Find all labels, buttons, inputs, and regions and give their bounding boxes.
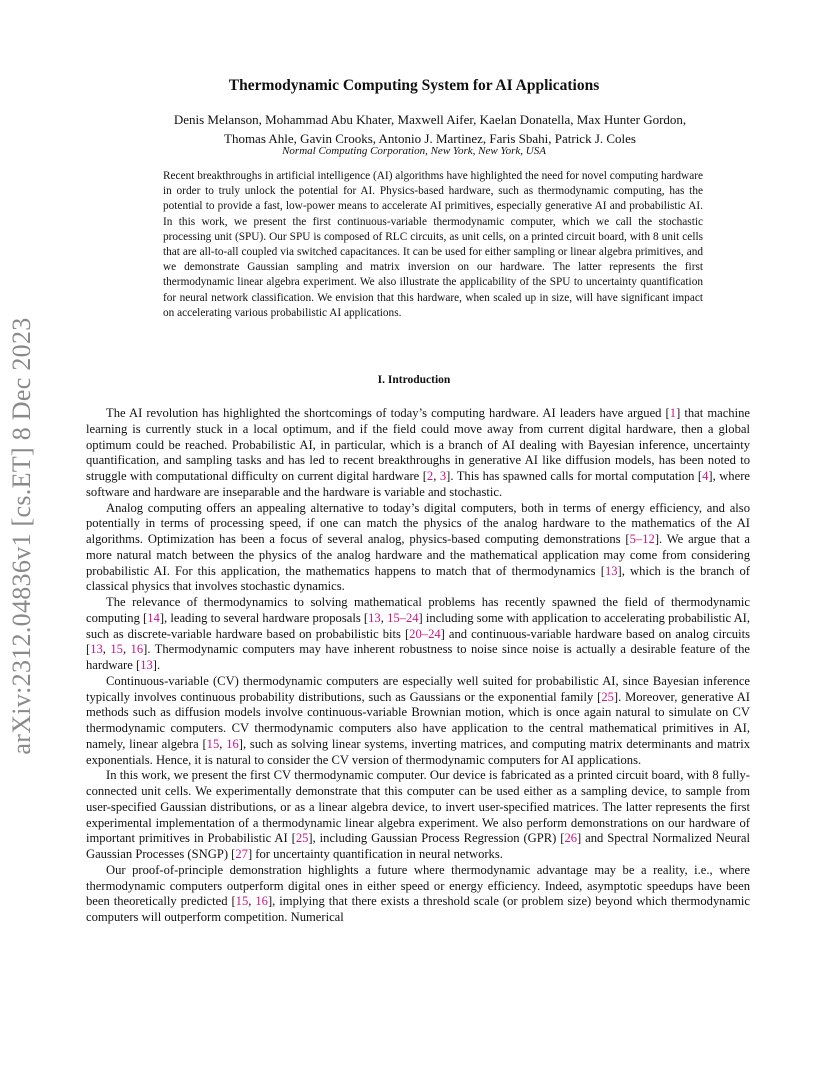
citation-link[interactable]: 15	[206, 736, 220, 751]
paragraph-text: ].	[152, 658, 161, 672]
citation-link[interactable]: 5–12	[629, 532, 655, 546]
paragraph-text: ], implying that there exists a threshold scale (or problem size) beyond which thermodynamic computers will outperform competition. Numerical	[86, 894, 751, 924]
citation-link[interactable]: 27	[235, 847, 248, 861]
paragraph-text: ], such as solving linear systems, inverting matrices, and computing matrix determinants and matrix exponentials. Hence, it is natural to consider the CV version of thermodynamic computers for AI applications.	[86, 736, 750, 767]
paragraph-text: ] including some with application to accelerating probabilistic AI, such as discrete-variable hardware based on probabilistic bits [	[86, 610, 751, 641]
body-paragraph	[86, 768, 750, 863]
introduction-body	[86, 406, 750, 926]
paper-title: Thermodynamic Computing System for AI Applications	[228, 77, 600, 94]
citation-link[interactable]: 15	[235, 894, 249, 909]
paragraph-text: ], leading to several hardware proposals [	[159, 610, 369, 625]
citation-link[interactable]: 15	[110, 642, 123, 657]
author-list	[120, 110, 740, 148]
paragraph-text: ], which is the branch of classical physics that involves stochastic dynamics.	[86, 563, 751, 594]
paragraph-text: ]. We argue that a more natural match between the physics of the analog hardware and the mathematical application may come from considering probabilistic AI. For this application, the mathematics happens to match that of thermodynamics [	[86, 532, 751, 578]
citation-link[interactable]: 14	[147, 610, 160, 625]
paragraph-text: ,	[248, 894, 256, 909]
paragraph-text: ]. This has spawned calls for mortal computation [	[446, 469, 703, 483]
paragraph-text: Analog computing offers an appealing alternative to today’s digital computers, both in terms of energy efficiency, and also potentially in terms of processing speed, if one can match the physics of the analog hardware to the mathematics of the AI algorithms. Optimization has been a focus of several analog, physics-based computing demonstrations [	[86, 500, 750, 546]
paragraph-text: ,	[122, 642, 131, 657]
citation-link[interactable]: 3	[439, 469, 447, 483]
body-paragraph	[86, 406, 750, 501]
citation-link[interactable]: 25	[601, 689, 614, 704]
authors-line-1: Denis Melanson, Mohammad Abu Khater, Maxwell Aifer, Kaelan Donatella, Max Hunter Gordon,	[173, 112, 687, 127]
citation-link[interactable]: 16	[130, 642, 144, 657]
paragraph-text: ,	[219, 736, 227, 751]
paragraph-text: The AI revolution has highlighted the shortcomings of today’s computing hardware. AI leaders have argued [	[106, 406, 670, 420]
citation-link[interactable]: 13	[368, 610, 381, 625]
paragraph-text: ,	[433, 469, 440, 483]
citation-link[interactable]: 20–24	[409, 626, 441, 641]
citation-link[interactable]: 13	[90, 642, 103, 657]
citation-link[interactable]: 25	[295, 831, 309, 846]
citation-link[interactable]: 13	[604, 563, 618, 578]
body-paragraph	[86, 674, 750, 769]
arxiv-identifier: arXiv:2312.04836v1 [cs.ET] 8 Dec 2023	[7, 317, 36, 755]
body-paragraph	[86, 595, 750, 674]
paragraph-text: Continuous-variable (CV) thermodynamic computers are especially well suited for probabilistic AI, since Bayesian inference typically involves continuous probability distributions, such as Gaussians or the exponential family [	[86, 673, 750, 704]
authors-line-2: Thomas Ahle, Gavin Crooks, Antonio J. Martinez, Faris Sbahi, Patrick J. Coles	[224, 131, 636, 146]
citation-link[interactable]: 2	[426, 469, 434, 483]
paragraph-text: In this work, we present the first CV thermodynamic computer. Our device is fabricated as a printed circuit board, with 8 fully-connected unit cells. We experimentally demonstrate that this computer can be used either as a sampling device, to sample from user-specified Gaussian distributions, or as a linear algebra device, to invert user-specified matrices. The latter represents the first experimental implementation of a thermodynamic linear algebra experiment. We also perform demonstrations on our hardware of important primitives in Probabilistic AI [	[86, 768, 750, 846]
section-heading: I. Introduction	[377, 374, 451, 386]
citation-link[interactable]: 13	[140, 658, 153, 672]
paragraph-text: ,	[380, 610, 388, 625]
paragraph-text: ] and Spectral Normalized Neural Gaussian Processes (SNGP) [	[86, 831, 750, 861]
paragraph-text: ], where software and hardware are inseparable and the hardware is variable and stochastic.	[86, 469, 750, 499]
citation-link[interactable]: 16	[226, 736, 239, 751]
paragraph-text: ,	[102, 642, 111, 657]
paragraph-text: ]. Moreover, generative AI methods such as diffusion models involve continuous-variable Brownian motion, which is once again natural to simulate on CV thermodynamic computers. CV thermodynamic computers also have application to the central mathematical primitives in AI, namely, linear algebra [	[86, 689, 750, 751]
citation-link[interactable]: 16	[255, 894, 268, 909]
paragraph-text: ]. Thermodynamic computers may have inherent robustness to noise since noise is actually a desirable feature of the hardware [	[86, 642, 751, 672]
paragraph-text: Our proof-of-principle demonstration highlights a future where thermodynamic advantage may be a reality, i.e., where thermodynamic computers outperform digital ones in either speed or energy efficiency. Indeed, asymptotic speedups have been been theoretically predicted [	[86, 862, 750, 909]
body-paragraph	[86, 863, 750, 926]
paragraph-text: ] and continuous-variable hardware based on analog circuits [	[86, 626, 750, 657]
body-paragraph	[86, 501, 750, 596]
paragraph-text: The relevance of thermodynamics to solving mathematical problems has recently spawned the field of thermodynamic computing [	[86, 595, 750, 625]
paragraph-text: ] for uncertainty quantification in neural networks.	[247, 847, 503, 861]
paragraph-text: ] that machine learning is currently stuck in a local optimum, and if the field could move away from current digital hardware, then a global optimum could be reached. Probabilistic AI, in particular, which is a branch of AI dealing with Bayesian inference, uncertainty quantification, and sampling tasks and has led to recent breakthroughs in generative AI like diffusion models, has been noted to struggle with computational difficulty on current digital hardware [	[86, 406, 750, 483]
paragraph-text: ], including Gaussian Process Regression (GPR) [	[308, 831, 565, 846]
citation-link[interactable]: 1	[669, 406, 677, 420]
citation-link[interactable]: 15–24	[387, 610, 419, 625]
affiliation: Normal Computing Corporation, New York, New York, USA	[282, 145, 546, 157]
abstract: Recent breakthroughs in artificial intelligence (AI) algorithms have highlighted the need for novel computing hardware in order to truly unlock the potential for AI. Physics-based hardware, such as thermodynamic computing, has the potential to provide a fast, low-power means to accelerate AI primitives, especially generative AI and probabilistic AI. In this work, we present the first continuous-variable thermodynamic computer, which we call the stochastic processing unit (SPU). Our SPU is composed of RLC circuits, as unit cells, on a printed circuit board, with 8 unit cells that are all-to-all coupled via switched capacitances. It can be used for either sampling or linear algebra primitives, and we demonstrate Gaussian sampling and matrix inversion on our hardware. The latter represents the first thermodynamic linear algebra experiment. We also illustrate the applicability of the SPU to uncertainty quantification for neural network classification. We envision that this hardware, when scaled up in size, will have significant impact on accelerating various probabilistic AI applications.	[163, 170, 703, 319]
citation-link[interactable]: 4	[702, 469, 709, 483]
citation-link[interactable]: 26	[564, 831, 578, 846]
